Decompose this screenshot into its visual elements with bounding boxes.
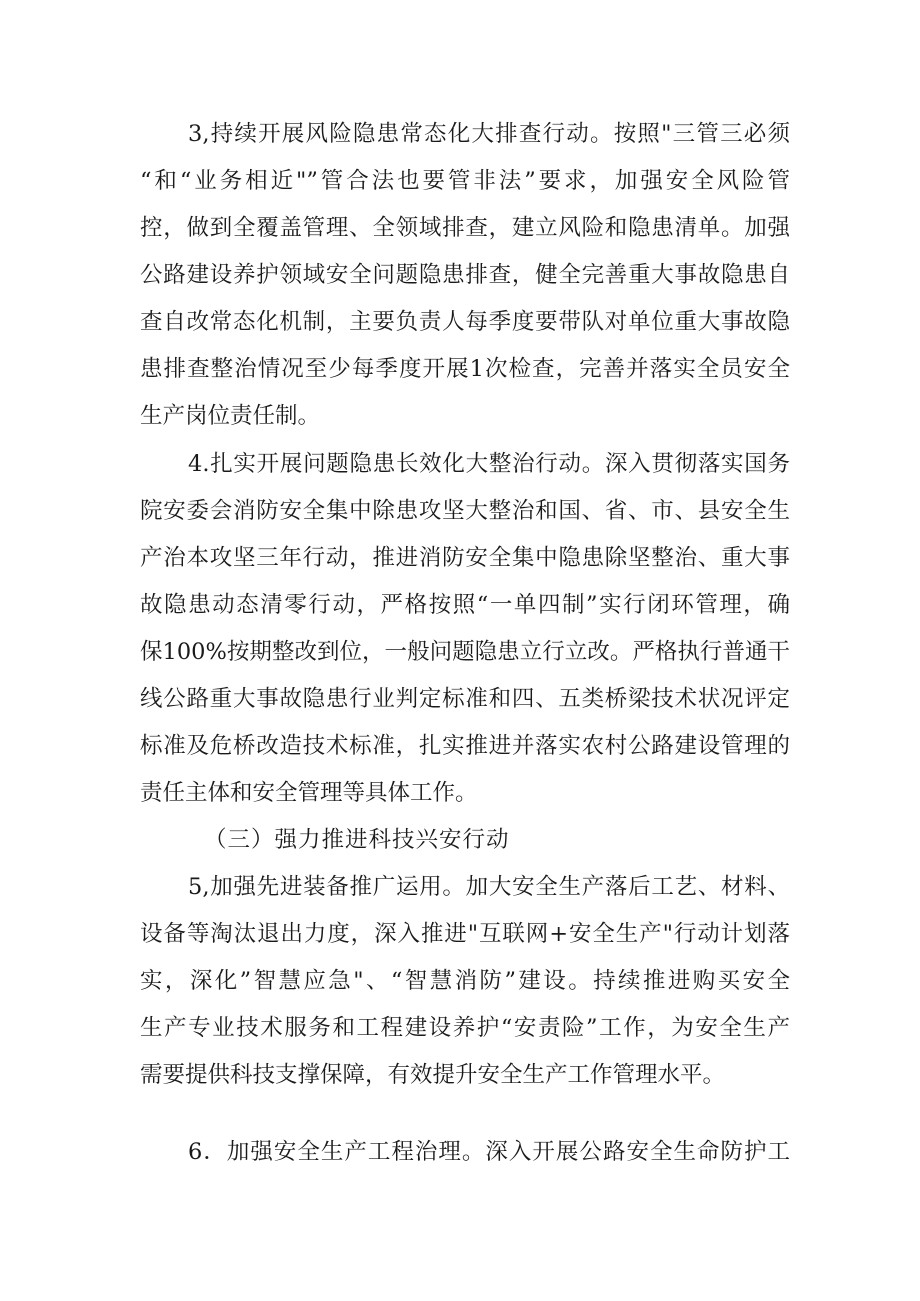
paragraph-line: “和“业务相近"”管合法也要管非法”要求，加强安全风险管 — [140, 168, 790, 194]
paragraph-line: 院安委会消防安全集中除患攻坚大整治和国、省、市、县安全生 — [140, 498, 790, 524]
paragraph-line: 控，做到全覆盖管理、全领域排查，建立风险和隐患清单。加强 — [140, 215, 790, 241]
paragraph-line: 故隐患动态清零行动，严格按照“一单四制”实行闭环管理，确 — [140, 592, 790, 618]
paragraph-line: 线公路重大事故隐患行业判定标准和四、五类桥梁技术状况评定 — [140, 686, 790, 712]
paragraph-line: 实，深化”智慧应急"、“智慧消防”建设。持续推进购买安全 — [140, 968, 790, 994]
paragraph-line: 3,持续开展风险隐患常态化大排查行动。按照"三管三必须 — [188, 121, 790, 147]
paragraph-line: 责任主体和安全管理等具体工作。 — [140, 780, 478, 806]
paragraph-line: 产治本攻坚三年行动，推进消防安全集中隐患除坚整治、重大事 — [140, 545, 790, 571]
paragraph-line: 标准及危桥改造技术标准，扎实推进并落实农村公路建设管理的 — [140, 733, 790, 759]
paragraph-line: 设备等淘汰退出力度，深入推进"互联网+安全生产"行动计划落 — [140, 921, 790, 947]
paragraph-line: 查自改常态化机制，主要负责人每季度要带队对单位重大事故隐 — [140, 309, 790, 335]
paragraph-line: 保100%按期整改到位，一般问题隐患立行立改。严格执行普通干 — [140, 639, 790, 665]
paragraph-line: 6．加强安全生产工程治理。深入开展公路安全生命防护工 — [188, 1139, 790, 1165]
paragraph-line: 需要提供科技支撑保障，有效提升安全生产工作管理水平。 — [140, 1062, 726, 1088]
section-heading: （三）强力推进科技兴安行动 — [204, 827, 510, 853]
paragraph-line: 生产岗位责任制。 — [140, 403, 321, 429]
paragraph-line: 患排查整治情况至少每季度开展1次检查，完善并落实全员安全 — [140, 356, 790, 382]
paragraph-line: 5,加强先进装备推广运用。加大安全生产落后工艺、材料、 — [188, 874, 790, 900]
paragraph-line: 4.扎实开展问题隐患长效化大整治行动。深入贯彻落实国务 — [188, 451, 790, 477]
paragraph-line: 公路建设养护领域安全问题隐患排查，健全完善重大事故隐患自 — [140, 262, 790, 288]
paragraph-line: 生产专业技术服务和工程建设养护“安责险”工作，为安全生产 — [140, 1015, 790, 1041]
